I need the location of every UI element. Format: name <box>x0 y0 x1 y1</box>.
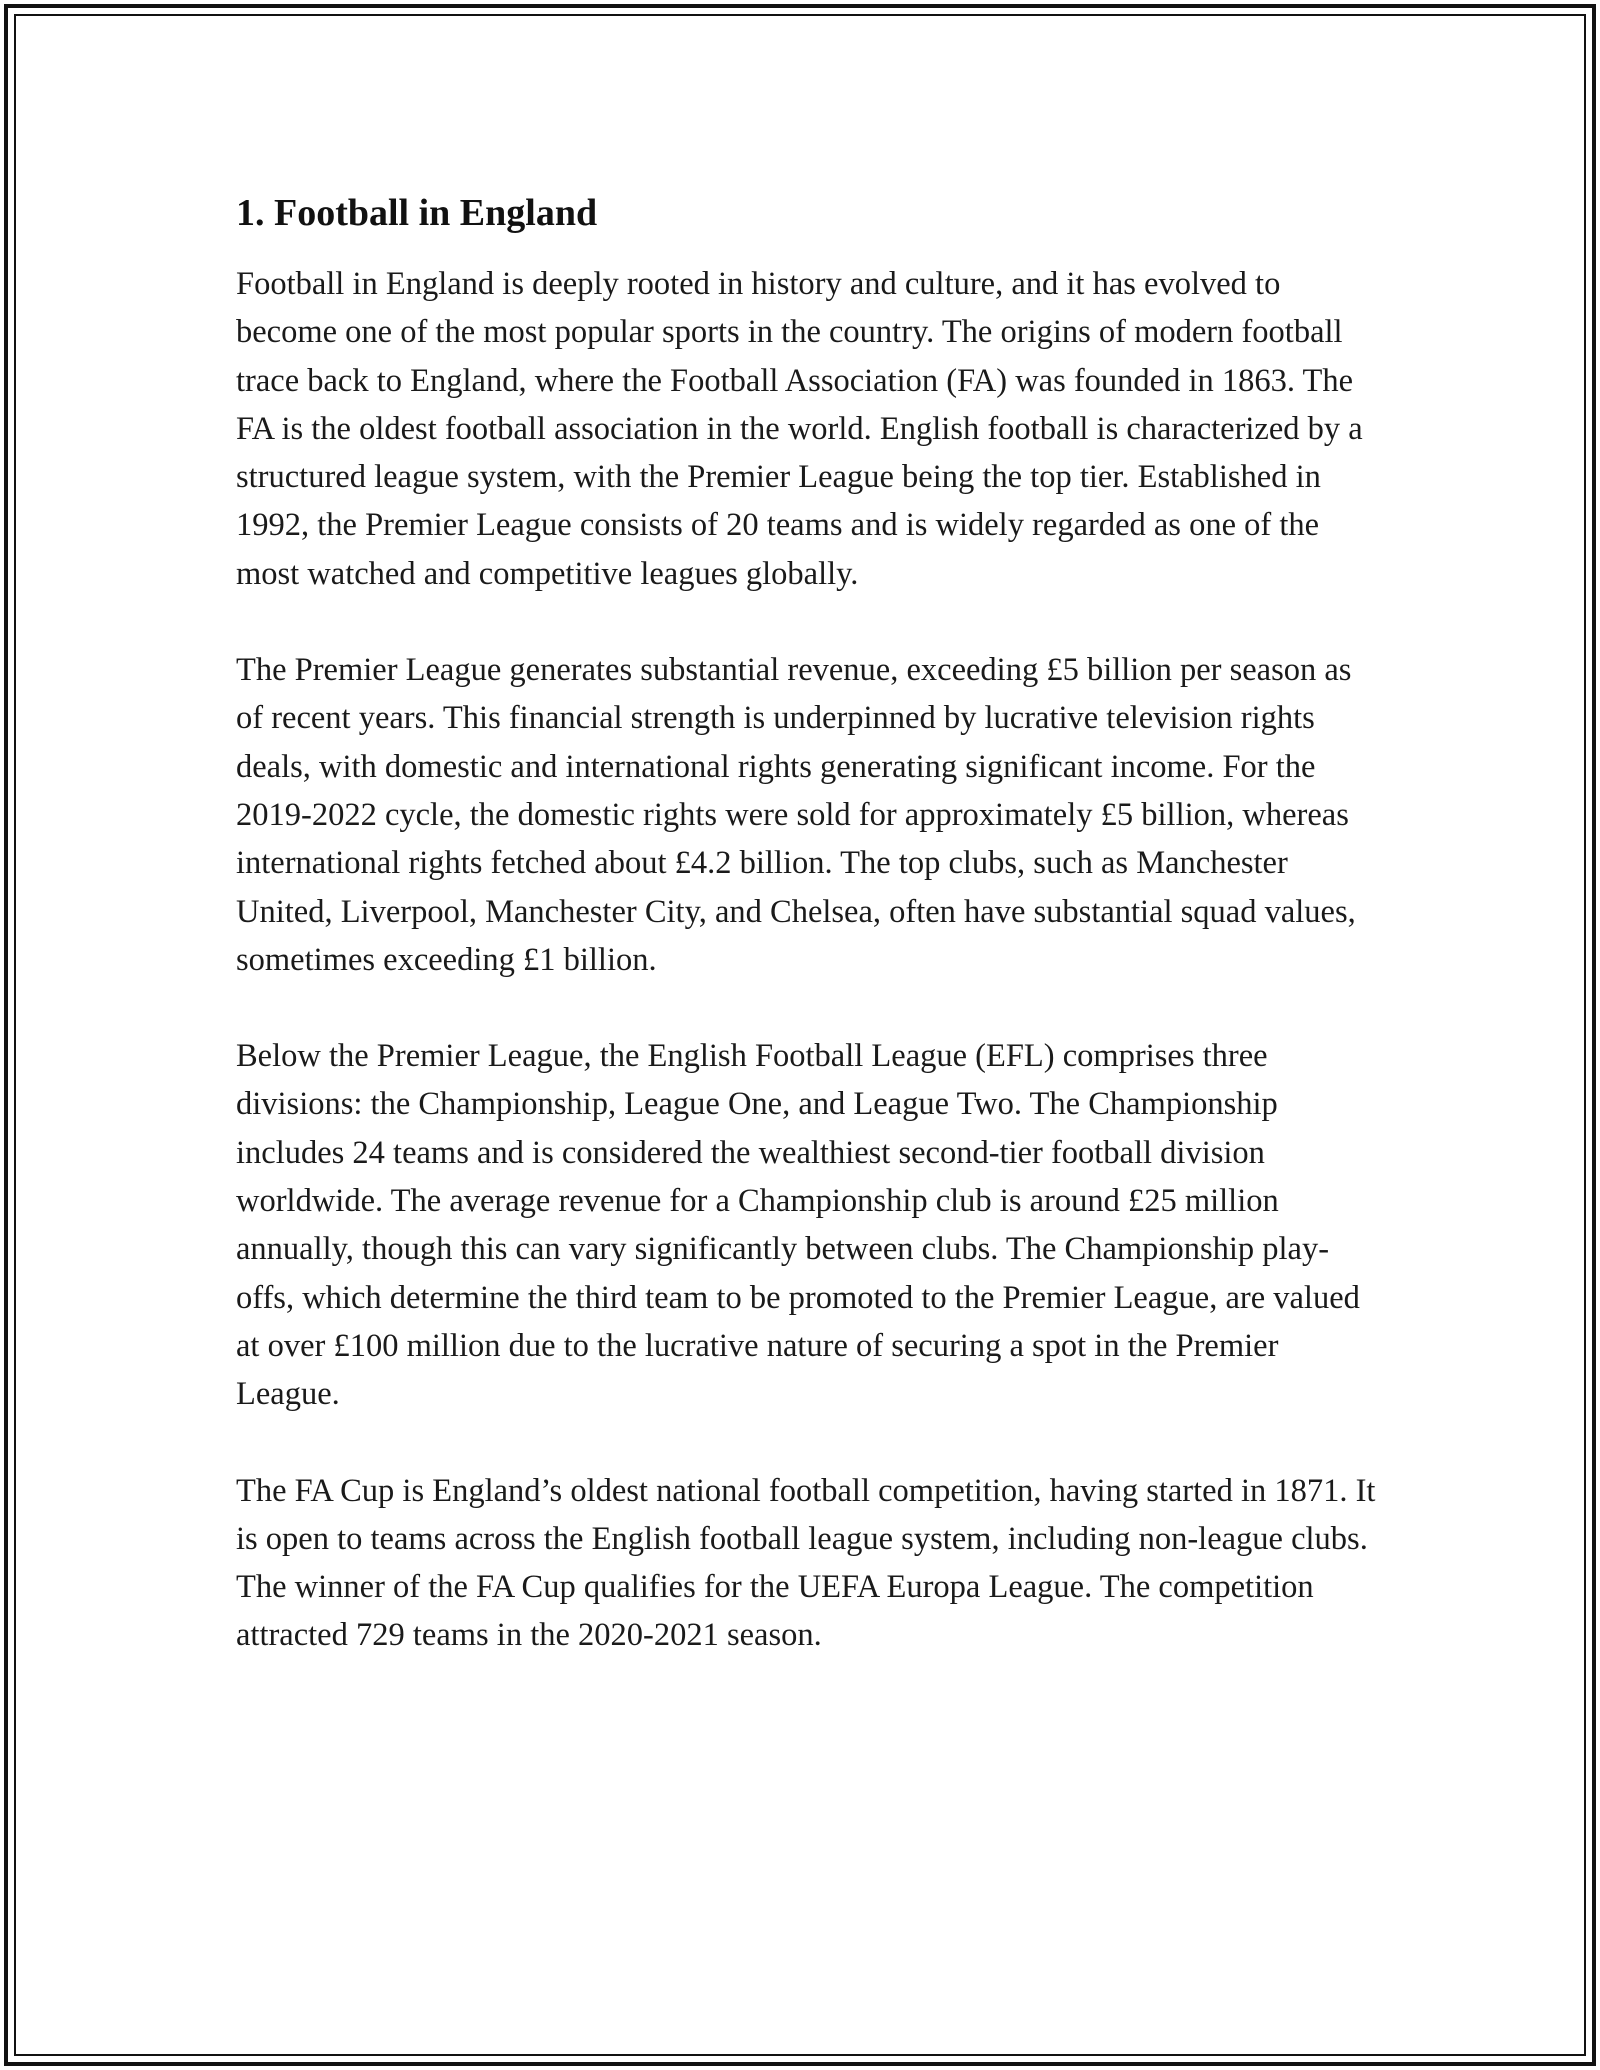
paragraph-fa-cup: The FA Cup is England’s oldest national football competition, having started in 1871. It is open to teams across the English football league system, including non-league clubs. The winner of the FA Cup qualifies for the UEFA Europa League. The competition attracted 729 teams in the 2020-2021 season. <box>236 1472 1376 1654</box>
paragraph-efl: Below the Premier League, the English Football League (EFL) comprises three divisions: the Championship, League One, and League Two. The Championship includes 24 teams and is considered the wealthiest second-tier football division worldwide. The average revenue for a Championship club is around £25 million annually, though this can vary significantly between clubs. The Championship play-offs, which determine the third team to be promoted to the Premier League, are valued at over £100 million due to the lucrative nature of securing a spot in the Premier League. <box>236 1038 1360 1413</box>
section-heading: 1. Football in England <box>236 192 598 234</box>
paragraph-history: Football in England is deeply rooted in history and culture, and it has evolved to become one of the most popular sports in the country. The origins of modern football trace back to England, where the Football Association (FA) was founded in 1863. The FA is the oldest football association in the world. English football is characterized by a structured league system, with the Premier League being the top tier. Established in 1992, the Premier League consists of 20 teams and is widely regarded as one of the most watched and competitive leagues globally. <box>236 266 1363 592</box>
paragraph-premier-league-revenue: The Premier League generates substantial revenue, exceeding £5 billion per season as of recent years. This financial strength is underpinned by lucrative television rights deals, with domestic and international rights generating significant income. For the 2019-2022 cycle, the domestic rights were sold for approximately £5 billion, whereas international rights fetched about £4.2 billion. The top clubs, such as Manchester United, Liverpool, Manchester City, and Chelsea, often have substantial squad values, sometimes exceeding £1 billion. <box>236 652 1356 978</box>
document-body <box>236 188 1386 1708</box>
